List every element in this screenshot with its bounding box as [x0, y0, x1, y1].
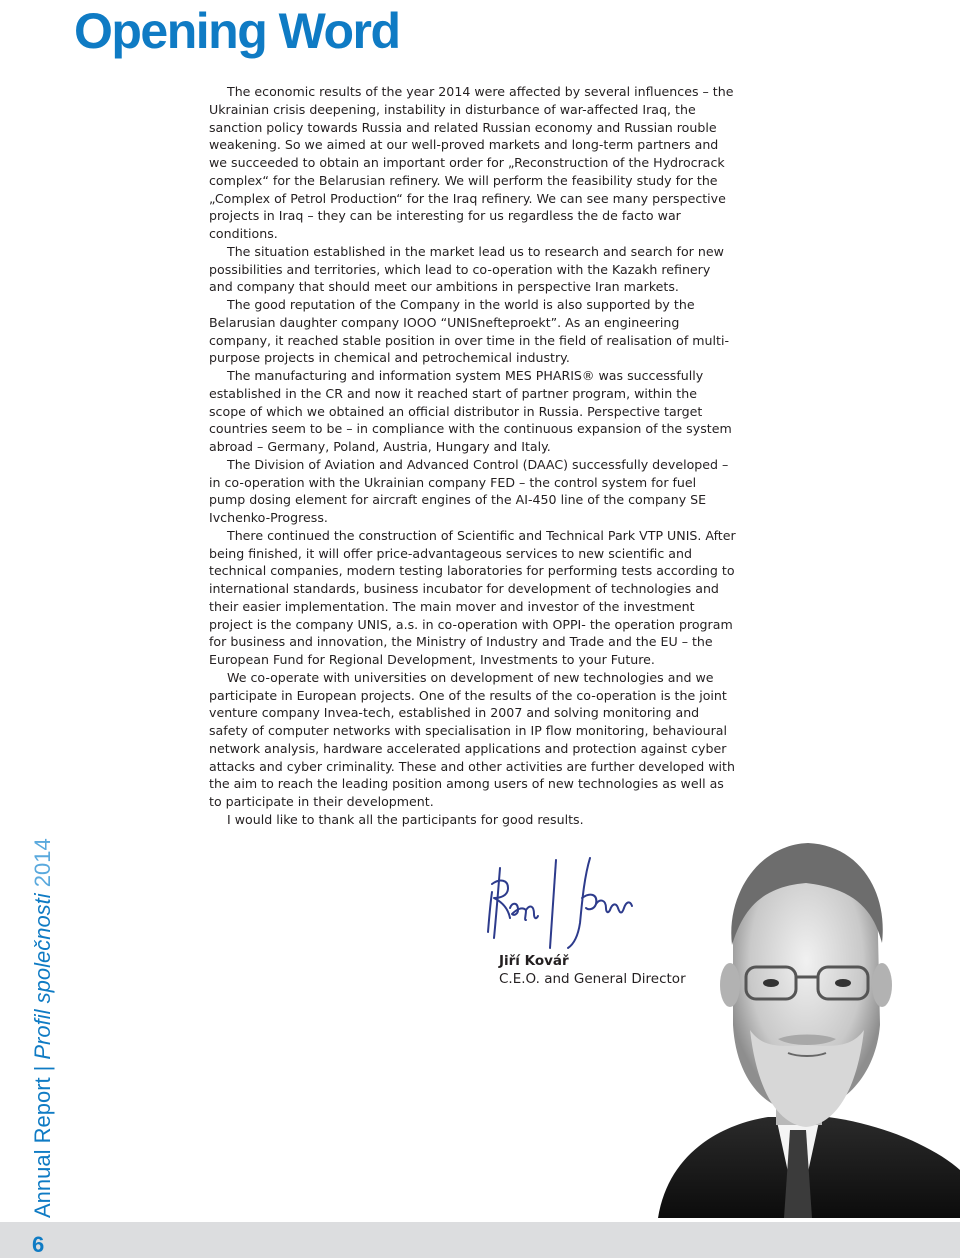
paragraph: The good reputation of the Company in the world is also supported by the Belarusian daughter company IOOO “UNISnefteproekt”. As an engineering company, it reached stable position in over time in the field of realisation of multi-purpose projects in chemical and petrochemical industry. [209, 297, 729, 366]
side-band [0, 0, 60, 1258]
footer-bar [0, 1222, 960, 1258]
vertical-report-label [30, 838, 56, 1218]
report-year: 2014 [30, 838, 55, 888]
paragraph: The Division of Aviation and Advanced Control (DAAC) successfully developed – in co-operation with the Ukrainian company FED – the control system for fuel pump dosing element for aircraft engines of the AI-450 line of the company SE Ivchenko-Progress. [209, 456, 729, 525]
report-name: Annual Report [30, 1077, 55, 1218]
handwritten-signature [478, 848, 648, 968]
page-title: Opening Word [74, 3, 400, 59]
portrait-photo [638, 825, 960, 1218]
signer-title: C.E.O. and General Director [499, 971, 686, 987]
paragraph: The situation established in the market lead us to research and search for new possibilities and territories, which lead to co-operation with the Kazakh refinery and company that should meet our ambitions in perspective Iran markets. [209, 243, 724, 295]
letter-body [209, 83, 736, 829]
signer-name: Jiří Kovář [499, 953, 569, 969]
profile-name: Profil společnosti [30, 893, 55, 1060]
paragraph: There continued the construction of Scientific and Technical Park VTP UNIS. After being finished, it will offer price-advantageous services to new scientific and technical companies, modern testing laboratories for performing tests according to international standards, business incubator for development of technologies and their easier implementation. The main mover and investor of the investment project is the company UNIS, a.s. in co-operation with OPPI- the operation program for business and innovation, the Ministry of Industry and Trade and the EU – the European Fund for Regional Development, Investments to your Future. [209, 527, 736, 667]
page-number: 6 [32, 1232, 45, 1257]
paragraph: The manufacturing and information system MES PHARIS® was successfully established in the CR and now it reached start of partner program, within the scope of which we obtained an official distributor in Russia. Perspective target countries seem to be – in compliance with the continuous expansion of the system abroad – Germany, Poland, Austria, Hungary and Italy. [209, 368, 732, 454]
paragraph: The economic results of the year 2014 were affected by several influences – the Ukrainian crisis deepening, instability in disturbance of war-affected Iraq, the sanction policy towards Russia and related Russian economy and Russian rouble weakening. So we aimed at our well-proved markets and long-term partners and we succeeded to obtain an important order for „Reconstruction of the Hydrocrack complex“ for the Belarusian refinery. We will perform the feasibility study for the „Complex of Petrol Production“ for the Iraq refinery. We can see many perspective projects in Iraq – they can be interesting for us regardless the de facto war conditions. [209, 84, 734, 241]
report-separator: | [30, 1065, 55, 1072]
paragraph: We co-operate with universities on development of new technologies and we participate in European projects. One of the results of the co-operation is the joint venture company Invea-tech, established in 2007 and solving monitoring and safety of computer networks with specialisation in IP flow monitoring, behavioural network analysis, hardware accelerated applications and protection against cyber attacks and cyber criminality. These and other activities are further developed with the aim to reach the leading position among users of new technologies as well as to participate in their development. [209, 669, 735, 809]
paragraph: I would like to thank all the participants for good results. [227, 811, 584, 827]
